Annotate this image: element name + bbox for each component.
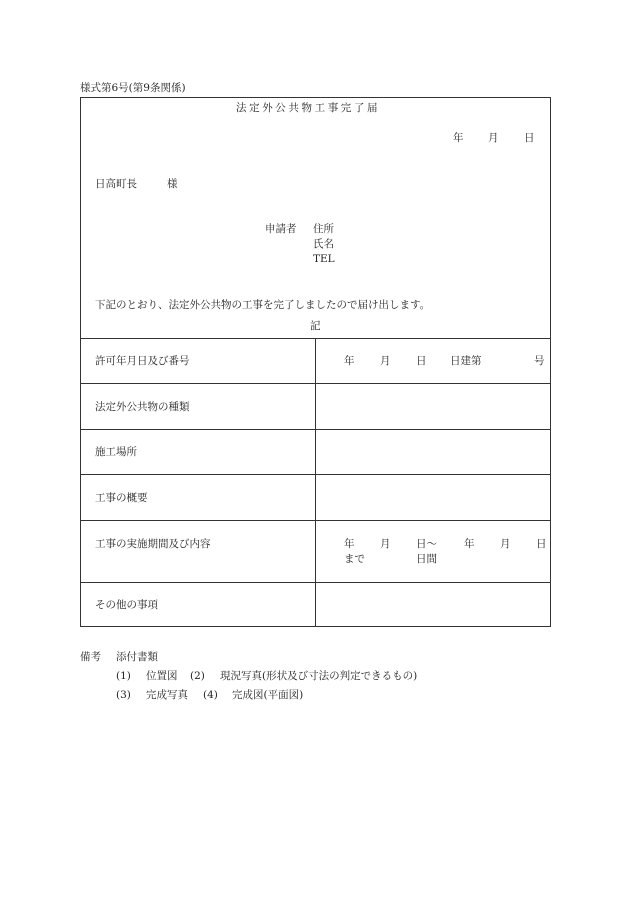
addressee-name: 日高町長 (95, 178, 137, 190)
remarks-item-number: (2) (190, 670, 205, 682)
form-number: 様式第6号(第9条関係) (80, 82, 186, 94)
date-month-label: 月 (488, 132, 499, 144)
row-label: 法定外公共物の種類 (95, 401, 190, 413)
row-label: 工事の概要 (95, 492, 148, 504)
remarks-item-text: 完成写真 (146, 689, 188, 701)
applicant-name-label: 氏名 (313, 238, 334, 250)
period-month-start: 月 (380, 538, 391, 550)
remarks-label: 備考 (80, 651, 101, 663)
applicant-label: 申請者 (265, 223, 297, 235)
ki-label: 記 (310, 320, 321, 332)
remarks-item-number: (4) (203, 689, 218, 701)
remarks-heading: 添付書類 (116, 651, 158, 663)
period-day-start: 日〜 (416, 538, 437, 550)
date-day-label: 日 (524, 132, 535, 144)
permit-month-label: 月 (380, 355, 391, 367)
remarks-item-text: 位置図 (146, 670, 178, 682)
period-year-start: 年 (344, 538, 355, 550)
row-label: 施工場所 (95, 446, 137, 458)
addressee-honorific: 様 (167, 178, 178, 190)
statement-text: 下記のとおり、法定外公共物の工事を完了しましたので届け出します。 (95, 299, 431, 311)
period-days-label: 日間 (416, 553, 437, 565)
table-column-divider (315, 338, 316, 627)
row-label: 工事の実施期間及び内容 (95, 538, 211, 550)
period-month-end: 月 (500, 538, 511, 550)
applicant-tel-label: TEL (313, 253, 335, 265)
remarks-item-number: (3) (116, 689, 131, 701)
remarks-item-number: (1) (116, 670, 131, 682)
permit-day-label: 日 (416, 355, 427, 367)
permit-number-label: 号 (534, 355, 545, 367)
period-year-end: 年 (464, 538, 475, 550)
period-until-label: まで (344, 553, 365, 565)
row-label: その他の事項 (95, 599, 158, 611)
applicant-address-label: 住所 (313, 223, 334, 235)
row-label: 許可年月日及び番号 (95, 355, 190, 367)
remarks-item-text: 現況写真(形状及び寸法の判定できるもの) (220, 670, 418, 682)
period-day-end: 日 (536, 538, 547, 550)
form-title: 法定外公共物工事完了届 (236, 102, 381, 114)
permit-ref-label: 日建第 (450, 355, 482, 367)
remarks-item-text: 完成図(平面図) (232, 689, 304, 701)
date-year-label: 年 (453, 132, 464, 144)
permit-year-label: 年 (344, 355, 355, 367)
